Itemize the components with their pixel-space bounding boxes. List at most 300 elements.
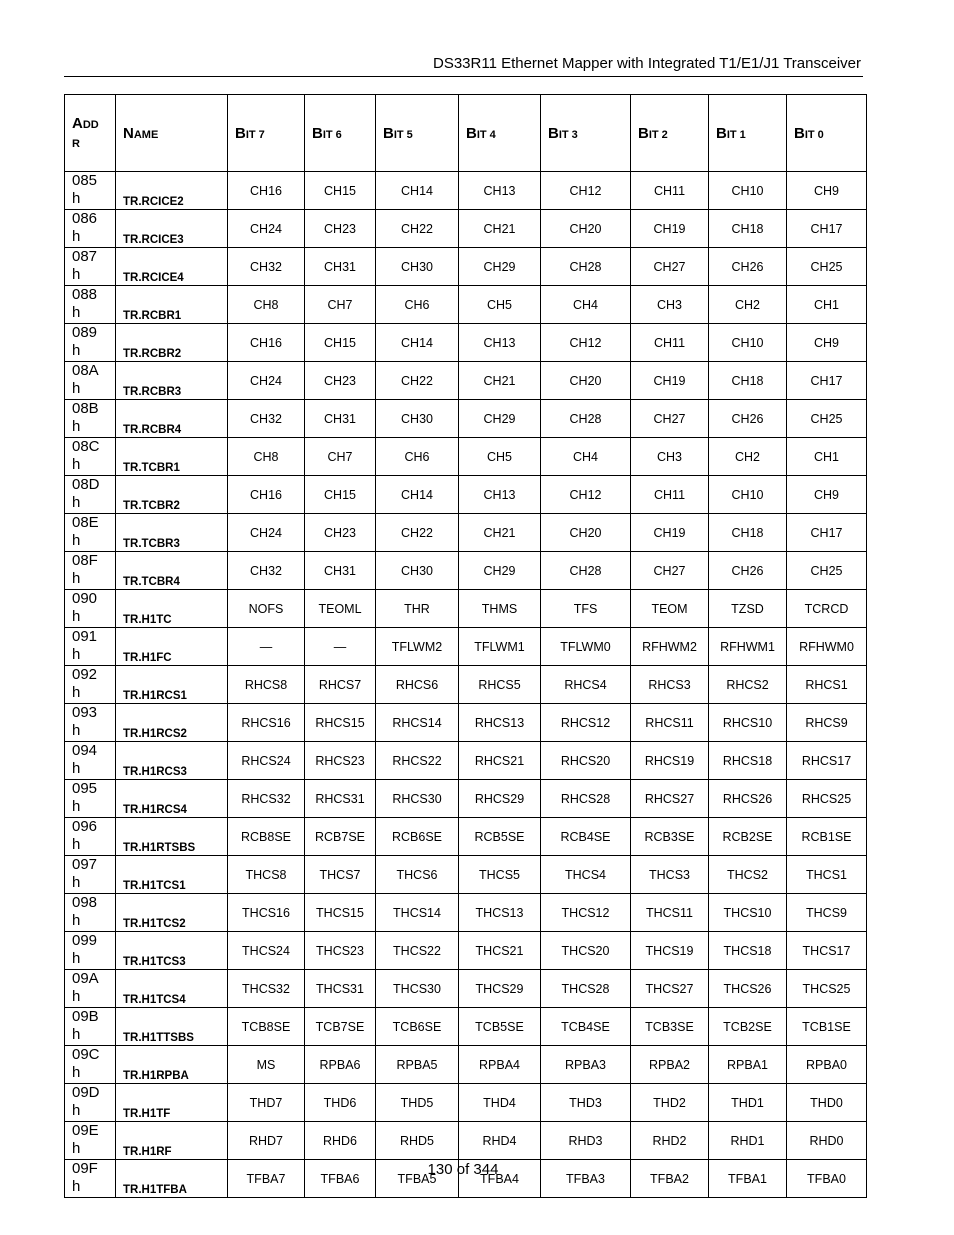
register-address: 088 (72, 286, 98, 303)
register-address: 092 (72, 666, 98, 683)
column-header-rest: IT 0 (804, 128, 824, 141)
column-header-rest: IT 1 (726, 128, 746, 141)
bit-4-cell: CH29 (459, 248, 541, 286)
bit-7-cell: CH16 (228, 476, 305, 514)
bit-4-cell: CH13 (459, 324, 541, 362)
register-address: 093 (72, 704, 98, 721)
register-address-suffix: h (72, 266, 81, 283)
bit-2-cell: CH27 (631, 248, 709, 286)
column-header-rest: IT 5 (393, 128, 413, 141)
bit-6-cell: CH15 (305, 476, 376, 514)
bit-2-cell: RHCS11 (631, 704, 709, 742)
bit-2-cell: CH19 (631, 362, 709, 400)
bit-7-cell: RHCS32 (228, 780, 305, 818)
column-header-name (116, 95, 228, 172)
register-name: TR.H1TCS3 (116, 932, 228, 970)
bit-1-cell: CH18 (709, 362, 787, 400)
register-address-cell (65, 932, 116, 970)
column-header-bit7 (228, 95, 305, 172)
bit-2-cell: TFBA2 (631, 1160, 709, 1198)
bit-0-cell: TCRCD (787, 590, 867, 628)
bit-0-cell: THD0 (787, 1084, 867, 1122)
bit-0-cell: RPBA0 (787, 1046, 867, 1084)
table-row (65, 628, 867, 666)
register-name: TR.RCBR1 (116, 286, 228, 324)
bit-3-cell: RCB4SE (541, 818, 631, 856)
bit-7-cell: CH8 (228, 438, 305, 476)
register-address-cell (65, 856, 116, 894)
register-map-table (64, 94, 867, 1198)
bit-6-cell: CH31 (305, 400, 376, 438)
bit-0-cell: CH17 (787, 514, 867, 552)
bit-7-cell: CH32 (228, 248, 305, 286)
bit-6-cell: CH7 (305, 438, 376, 476)
bit-4-cell: CH29 (459, 552, 541, 590)
bit-5-cell: THD5 (376, 1084, 459, 1122)
register-address: 09F (72, 1160, 98, 1177)
bit-1-cell: RHCS26 (709, 780, 787, 818)
bit-4-cell: RCB5SE (459, 818, 541, 856)
header-rule (64, 76, 863, 77)
register-address: 09A (72, 970, 99, 987)
register-address-cell (65, 400, 116, 438)
bit-6-cell: RHCS23 (305, 742, 376, 780)
register-name: TR.H1RF (116, 1122, 228, 1160)
register-address: 08C (72, 438, 100, 455)
register-address: 08A (72, 362, 99, 379)
bit-0-cell: CH1 (787, 438, 867, 476)
bit-3-cell: THCS28 (541, 970, 631, 1008)
register-address: 098 (72, 894, 98, 911)
bit-2-cell: CH11 (631, 172, 709, 210)
column-header-rest: IT 7 (245, 128, 265, 141)
bit-7-cell: CH24 (228, 210, 305, 248)
bit-0-cell: RHCS17 (787, 742, 867, 780)
register-name: TR.TCBR2 (116, 476, 228, 514)
bit-7-cell: RCB8SE (228, 818, 305, 856)
bit-6-cell: THCS23 (305, 932, 376, 970)
column-header-bit1 (709, 95, 787, 172)
bit-4-cell: CH13 (459, 172, 541, 210)
register-address-cell (65, 324, 116, 362)
bit-6-cell: CH31 (305, 552, 376, 590)
register-address-cell (65, 248, 116, 286)
register-address: 08B (72, 400, 99, 417)
register-address: 09B (72, 1008, 99, 1025)
bit-3-cell: CH4 (541, 286, 631, 324)
column-header-first-letter: B (638, 124, 649, 142)
bit-7-cell: THCS24 (228, 932, 305, 970)
register-name: TR.H1TTSBS (116, 1008, 228, 1046)
register-name: TR.H1RCS3 (116, 742, 228, 780)
bit-6-cell: RHCS15 (305, 704, 376, 742)
register-address: 09D (72, 1084, 100, 1101)
register-address-suffix: h (72, 190, 81, 207)
table-row (65, 552, 867, 590)
bit-2-cell: CH27 (631, 400, 709, 438)
bit-6-cell: CH23 (305, 514, 376, 552)
register-address: 099 (72, 932, 98, 949)
bit-5-cell: CH14 (376, 324, 459, 362)
bit-5-cell: THCS30 (376, 970, 459, 1008)
bit-7-cell: CH32 (228, 552, 305, 590)
register-address-suffix: h (72, 380, 81, 397)
table-row (65, 894, 867, 932)
bit-7-cell: CH16 (228, 324, 305, 362)
bit-0-cell: THCS17 (787, 932, 867, 970)
bit-1-cell: THCS18 (709, 932, 787, 970)
register-address: 094 (72, 742, 98, 759)
register-address-cell (65, 1122, 116, 1160)
register-address: 096 (72, 818, 98, 835)
bit-4-cell: RHCS29 (459, 780, 541, 818)
bit-6-cell: THCS7 (305, 856, 376, 894)
bit-0-cell: CH9 (787, 324, 867, 362)
bit-1-cell: RCB2SE (709, 818, 787, 856)
register-address-cell (65, 172, 116, 210)
bit-4-cell: THMS (459, 590, 541, 628)
register-address-suffix: h (72, 1102, 81, 1119)
bit-1-cell: CH2 (709, 438, 787, 476)
register-address-suffix: h (72, 304, 81, 321)
bit-0-cell: TCB1SE (787, 1008, 867, 1046)
bit-4-cell: THD4 (459, 1084, 541, 1122)
bit-0-cell: RHD0 (787, 1122, 867, 1160)
bit-0-cell: RFHWM0 (787, 628, 867, 666)
register-name: TR.TCBR3 (116, 514, 228, 552)
register-name: TR.RCBR3 (116, 362, 228, 400)
bit-4-cell: CH5 (459, 286, 541, 324)
bit-3-cell: THCS12 (541, 894, 631, 932)
register-address-suffix: h (72, 684, 81, 701)
register-address-suffix: h (72, 1178, 81, 1195)
bit-4-cell: RHCS21 (459, 742, 541, 780)
bit-3-cell: THCS4 (541, 856, 631, 894)
table-row (65, 172, 867, 210)
register-address-cell (65, 894, 116, 932)
bit-5-cell: CH14 (376, 476, 459, 514)
bit-6-cell: RPBA6 (305, 1046, 376, 1084)
bit-6-cell: CH15 (305, 172, 376, 210)
bit-7-cell: TFBA7 (228, 1160, 305, 1198)
bit-3-cell: CH12 (541, 476, 631, 514)
register-name: TR.RCBR4 (116, 400, 228, 438)
bit-2-cell: CH19 (631, 514, 709, 552)
table-row (65, 1046, 867, 1084)
bit-5-cell: CH22 (376, 210, 459, 248)
register-address-cell (65, 1084, 116, 1122)
bit-1-cell: CH26 (709, 400, 787, 438)
bit-7-cell: RHCS24 (228, 742, 305, 780)
register-address-suffix: h (72, 798, 81, 815)
bit-6-cell: CH15 (305, 324, 376, 362)
bit-6-cell: TEOML (305, 590, 376, 628)
bit-3-cell: RHD3 (541, 1122, 631, 1160)
bit-6-cell: THCS15 (305, 894, 376, 932)
bit-4-cell: CH21 (459, 362, 541, 400)
bit-3-cell: THD3 (541, 1084, 631, 1122)
page-number: 130 of 344 (427, 1161, 499, 1178)
bit-0-cell: CH9 (787, 476, 867, 514)
bit-0-cell: CH9 (787, 172, 867, 210)
bit-2-cell: THCS3 (631, 856, 709, 894)
bit-5-cell: RHCS14 (376, 704, 459, 742)
bit-1-cell: THCS26 (709, 970, 787, 1008)
column-header-first-letter: B (383, 124, 394, 142)
register-address-suffix: h (72, 228, 81, 245)
register-address-suffix: h (72, 532, 81, 549)
bit-1-cell: RFHWM1 (709, 628, 787, 666)
register-name: TR.H1TCS2 (116, 894, 228, 932)
bit-2-cell: CH19 (631, 210, 709, 248)
register-address-suffix: h (72, 646, 81, 663)
bit-3-cell: TCB4SE (541, 1008, 631, 1046)
bit-7-cell: RHCS8 (228, 666, 305, 704)
bit-6-cell: RHD6 (305, 1122, 376, 1160)
register-address-cell (65, 704, 116, 742)
bit-6-cell: RCB7SE (305, 818, 376, 856)
column-header-first-letter: B (312, 124, 323, 142)
register-address: 08E (72, 514, 99, 531)
bit-2-cell: CH3 (631, 286, 709, 324)
bit-1-cell: CH26 (709, 552, 787, 590)
bit-6-cell: TCB7SE (305, 1008, 376, 1046)
register-name: TR.H1RTSBS (116, 818, 228, 856)
register-name: TR.RCICE3 (116, 210, 228, 248)
bit-6-cell: CH7 (305, 286, 376, 324)
bit-1-cell: CH18 (709, 210, 787, 248)
column-header-rest: DD (82, 119, 99, 131)
bit-1-cell: RHD1 (709, 1122, 787, 1160)
column-header-line2: R (72, 138, 80, 150)
table-row (65, 818, 867, 856)
bit-7-cell: THCS32 (228, 970, 305, 1008)
bit-3-cell: CH12 (541, 172, 631, 210)
column-header-bit2 (631, 95, 709, 172)
register-address-cell (65, 628, 116, 666)
table-row (65, 590, 867, 628)
bit-6-cell: CH31 (305, 248, 376, 286)
bit-4-cell: RHCS5 (459, 666, 541, 704)
bit-2-cell: CH11 (631, 324, 709, 362)
register-name: TR.H1RCS4 (116, 780, 228, 818)
register-address-cell (65, 818, 116, 856)
register-address: 09C (72, 1046, 100, 1063)
bit-0-cell: CH25 (787, 552, 867, 590)
register-name: TR.RCICE4 (116, 248, 228, 286)
table-row (65, 362, 867, 400)
register-name: TR.TCBR4 (116, 552, 228, 590)
bit-0-cell: RHCS25 (787, 780, 867, 818)
bit-1-cell: THD1 (709, 1084, 787, 1122)
bit-2-cell: THCS19 (631, 932, 709, 970)
register-address-suffix: h (72, 912, 81, 929)
bit-4-cell: CH21 (459, 210, 541, 248)
bit-4-cell: THCS13 (459, 894, 541, 932)
register-address-suffix: h (72, 722, 81, 739)
table-row (65, 210, 867, 248)
bit-3-cell: TFBA3 (541, 1160, 631, 1198)
column-header-first-letter: B (235, 124, 246, 142)
bit-7-cell: RHD7 (228, 1122, 305, 1160)
bit-4-cell: TFLWM1 (459, 628, 541, 666)
register-table-body (65, 172, 867, 1198)
bit-4-cell: THCS21 (459, 932, 541, 970)
register-name: TR.RCBR2 (116, 324, 228, 362)
bit-7-cell: CH24 (228, 362, 305, 400)
bit-2-cell: THD2 (631, 1084, 709, 1122)
bit-1-cell: TFBA1 (709, 1160, 787, 1198)
bit-0-cell: THCS25 (787, 970, 867, 1008)
column-header-first-letter: A (72, 115, 83, 132)
bit-0-cell: CH25 (787, 400, 867, 438)
column-header-first-letter: B (716, 124, 727, 142)
bit-2-cell: THCS27 (631, 970, 709, 1008)
register-name: TR.H1RPBA (116, 1046, 228, 1084)
bit-1-cell: RPBA1 (709, 1046, 787, 1084)
register-address-suffix: h (72, 950, 81, 967)
column-header-bit4 (459, 95, 541, 172)
bit-7-cell: CH8 (228, 286, 305, 324)
register-name: TR.H1RCS1 (116, 666, 228, 704)
bit-5-cell: RHCS30 (376, 780, 459, 818)
bit-4-cell: CH21 (459, 514, 541, 552)
table-row (65, 438, 867, 476)
register-address-cell (65, 780, 116, 818)
table-row (65, 248, 867, 286)
bit-5-cell: CH30 (376, 400, 459, 438)
bit-0-cell: TFBA0 (787, 1160, 867, 1198)
table-row (65, 324, 867, 362)
bit-2-cell: CH27 (631, 552, 709, 590)
register-address-cell (65, 438, 116, 476)
bit-5-cell: CH30 (376, 248, 459, 286)
register-address: 085 (72, 172, 98, 189)
table-row (65, 856, 867, 894)
bit-3-cell: RHCS4 (541, 666, 631, 704)
table-row (65, 742, 867, 780)
bit-6-cell: CH23 (305, 362, 376, 400)
register-address-cell (65, 552, 116, 590)
bit-7-cell: — (228, 628, 305, 666)
bit-3-cell: CH20 (541, 514, 631, 552)
bit-5-cell: THCS14 (376, 894, 459, 932)
register-address-cell (65, 1046, 116, 1084)
register-name: TR.H1TF (116, 1084, 228, 1122)
bit-1-cell: RHCS2 (709, 666, 787, 704)
bit-5-cell: CH30 (376, 552, 459, 590)
register-address: 089 (72, 324, 98, 341)
table-row (65, 1122, 867, 1160)
bit-0-cell: RHCS1 (787, 666, 867, 704)
bit-7-cell: CH16 (228, 172, 305, 210)
register-address-cell (65, 590, 116, 628)
bit-5-cell: CH22 (376, 362, 459, 400)
bit-3-cell: CH20 (541, 362, 631, 400)
register-name: TR.H1TC (116, 590, 228, 628)
register-name: TR.H1FC (116, 628, 228, 666)
bit-4-cell: RHD4 (459, 1122, 541, 1160)
bit-4-cell: CH29 (459, 400, 541, 438)
bit-5-cell: RPBA5 (376, 1046, 459, 1084)
bit-1-cell: TZSD (709, 590, 787, 628)
register-name: TR.RCICE2 (116, 172, 228, 210)
register-address-cell (65, 666, 116, 704)
bit-2-cell: CH3 (631, 438, 709, 476)
column-header-rest: AME (133, 128, 159, 141)
bit-1-cell: TCB2SE (709, 1008, 787, 1046)
bit-5-cell: CH6 (376, 438, 459, 476)
bit-7-cell: THCS8 (228, 856, 305, 894)
bit-1-cell: CH10 (709, 324, 787, 362)
bit-3-cell: CH4 (541, 438, 631, 476)
register-address-cell (65, 286, 116, 324)
bit-2-cell: RHCS19 (631, 742, 709, 780)
bit-0-cell: CH1 (787, 286, 867, 324)
bit-1-cell: CH18 (709, 514, 787, 552)
bit-4-cell: CH5 (459, 438, 541, 476)
register-address-cell (65, 514, 116, 552)
table-row (65, 970, 867, 1008)
document-header-title: DS33R11 Ethernet Mapper with Integrated T1/E1/J1 Transceiver (432, 55, 861, 72)
register-address-suffix: h (72, 570, 81, 587)
register-address-suffix: h (72, 418, 81, 435)
bit-2-cell: THCS11 (631, 894, 709, 932)
bit-4-cell: THCS5 (459, 856, 541, 894)
column-header-first-letter: B (548, 124, 559, 142)
bit-7-cell: NOFS (228, 590, 305, 628)
bit-3-cell: TFS (541, 590, 631, 628)
register-address-cell (65, 362, 116, 400)
register-address-suffix: h (72, 988, 81, 1005)
register-address-suffix: h (72, 456, 81, 473)
register-address: 08F (72, 552, 98, 569)
bit-3-cell: RPBA3 (541, 1046, 631, 1084)
bit-1-cell: CH10 (709, 172, 787, 210)
bit-1-cell: RHCS10 (709, 704, 787, 742)
bit-3-cell: CH28 (541, 552, 631, 590)
register-address-suffix: h (72, 1140, 81, 1157)
bit-6-cell: RHCS7 (305, 666, 376, 704)
register-address-suffix: h (72, 760, 81, 777)
bit-6-cell: THCS31 (305, 970, 376, 1008)
table-row (65, 476, 867, 514)
column-header-addr (65, 95, 116, 172)
table-header-row (65, 95, 867, 172)
table-row (65, 780, 867, 818)
column-header-rest: IT 3 (558, 128, 578, 141)
bit-2-cell: RPBA2 (631, 1046, 709, 1084)
bit-7-cell: THCS16 (228, 894, 305, 932)
bit-5-cell: TFBA5 (376, 1160, 459, 1198)
table-row (65, 514, 867, 552)
bit-7-cell: CH24 (228, 514, 305, 552)
bit-5-cell: RHD5 (376, 1122, 459, 1160)
bit-0-cell: CH25 (787, 248, 867, 286)
bit-7-cell: CH32 (228, 400, 305, 438)
bit-5-cell: RHCS6 (376, 666, 459, 704)
bit-2-cell: CH11 (631, 476, 709, 514)
bit-5-cell: RCB6SE (376, 818, 459, 856)
bit-3-cell: THCS20 (541, 932, 631, 970)
table-row (65, 666, 867, 704)
bit-6-cell: — (305, 628, 376, 666)
bit-3-cell: TFLWM0 (541, 628, 631, 666)
column-header-bit0 (787, 95, 867, 172)
bit-3-cell: CH28 (541, 400, 631, 438)
bit-4-cell: CH13 (459, 476, 541, 514)
column-header-rest: IT 6 (322, 128, 342, 141)
